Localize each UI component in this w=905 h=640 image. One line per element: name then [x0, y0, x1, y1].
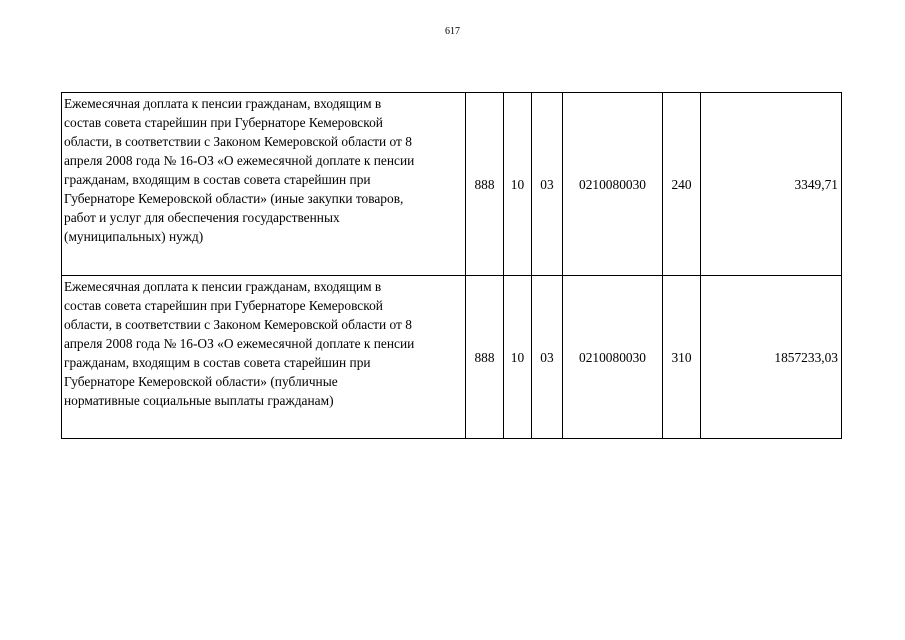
expense-name-line: области, в соответствии с Законом Кемеровской области от 8 [64, 317, 412, 332]
section-cell: 10 [504, 276, 532, 439]
expense-name-line: гражданам, входящим в состав совета старейшин при [64, 355, 371, 370]
expense-name-cell [62, 276, 466, 439]
table-row [62, 93, 842, 276]
department-code-cell: 888 [466, 93, 504, 276]
expense-name-line: апреля 2008 года № 16-ОЗ «О ежемесячной доплате к пенсии [64, 153, 415, 168]
expense-name-line: (муниципальных) нужд) [64, 229, 204, 244]
expense-name-line: работ и услуг для обеспечения государственных [64, 210, 340, 225]
expense-type-cell: 240 [663, 93, 701, 276]
expense-name-cell [62, 93, 466, 276]
expense-type-cell: 310 [663, 276, 701, 439]
expense-name-line: области, в соответствии с Законом Кемеровской области от 8 [64, 134, 412, 149]
subsection-cell: 03 [532, 93, 563, 276]
section-cell: 10 [504, 93, 532, 276]
expense-name-line: Ежемесячная доплата к пенсии гражданам, входящим в [64, 96, 382, 111]
table-row [62, 276, 842, 439]
expense-name-line: состав совета старейшин при Губернаторе Кемеровской [64, 298, 383, 313]
department-code-cell: 888 [466, 276, 504, 439]
expense-name-line: Ежемесячная доплата к пенсии гражданам, входящим в [64, 279, 382, 294]
target-article-cell: 0210080030 [563, 93, 663, 276]
expense-name-line: нормативные социальные выплаты гражданам) [64, 393, 334, 408]
expense-name-line: состав совета старейшин при Губернаторе Кемеровской [64, 115, 383, 130]
page-number: 617 [445, 26, 460, 37]
expense-name-line: апреля 2008 года № 16-ОЗ «О ежемесячной доплате к пенсии [64, 336, 415, 351]
expense-name-line: Губернаторе Кемеровской области» (публичные [64, 374, 338, 389]
target-article-cell: 0210080030 [563, 276, 663, 439]
expense-name-line: Губернаторе Кемеровской области» (иные закупки товаров, [64, 191, 404, 206]
subsection-cell: 03 [532, 276, 563, 439]
expense-name-line: гражданам, входящим в состав совета старейшин при [64, 172, 371, 187]
amount-cell: 3349,71 [701, 93, 842, 276]
budget-table [61, 92, 842, 439]
amount-cell: 1857233,03 [701, 276, 842, 439]
